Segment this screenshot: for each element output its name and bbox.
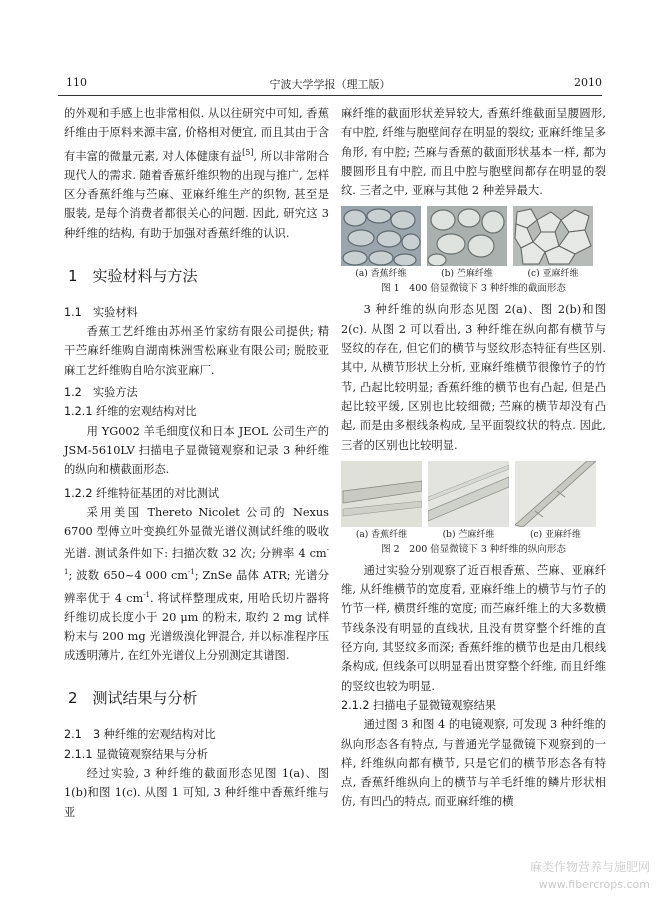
superscript: -1 [143,590,151,599]
paragraph [64,104,329,243]
subsubsection-heading: 2.1.1 显微镜观察结果与分析 [64,747,208,761]
figure-2 [341,461,606,541]
subsection-heading: 1.2 实验方法 [64,386,138,400]
paragraph: 通过图 3 和图 4 的电镜观察, 可发现 3 种纤维的纵向形态各有特点, 与普通光学显微镜下观察到的一样, 纤维纵向都有横节, 只是它们的横节形态各有特点, 香蕉纤维纵向上的横节与羊毛纤维的鳞片形状相仿, 有凹凸的特点, 而亚麻纤维的横 [341,718,606,809]
paragraph: 麻纤维的截面形状差异较大, 香蕉纤维截面呈腰圆形, 有中腔, 纤维与胞壁间存在明显的裂纹; 亚麻纤维呈多角形, 有中腔; 苎麻与香蕉的截面形状基本一样, 都为腰圆形且有中腔, 而且中腔与胞壁间都存在明显的裂纹. 三者之中, 亚麻与其他 2 种差异最大. [341,107,606,198]
figure-2b-label: (b) 苎麻纤维 [442,529,495,540]
year: 2010 [574,76,602,89]
figure-2a-label: (a) 香蕉纤维 [355,529,408,540]
subsubsection-heading: 1.2.1 纤维的宏观结构对比 [64,405,197,419]
figure-1 [341,206,606,280]
superscript: -1 [64,546,329,577]
subsubsection-heading: 2.1.2 扫描电子显微镜观察结果 [341,698,497,712]
journal-title: 宁波大学学报（理工版） [269,78,391,91]
text: ; ZnSe 晶体 ATR; 光谱分辨率优于 4 cm [64,569,329,605]
ramie-cross-section-image [427,206,507,266]
text: . 将试样整理成束, 用哈氏切片器将纤维切成长度小于 20 μm 的粉末, 取约 2 mg 试样粉末与 200 mg 光谱级溴化钾混合, 并以标准程序压成透明薄片, 在红外光谱仪上分别测定其谱图. [64,591,329,663]
paragraph [64,503,329,666]
citation: [5] [242,147,254,157]
figure-2-caption: 图 2 200 倍显微镜下 3 种纤维的纵向形态 [381,543,566,555]
figure-1a-label: (a) 香蕉纤维 [355,269,407,280]
paragraph: 3 种纤维的纵向形态见图 2(a)、图 2(b)和图 2(c). 从图 2 可以看出, 3 种纤维在纵向都有横节与竖纹的存在, 但它们的横节与竖纹形态特征有些区别. 其中, 从横节形状上分析, 亚麻纤维横节很像竹子的竹节, 凸起比较明显; 香蕉纤维的横节也有凸起, 但是凸起比较平缓, 区别也比较细微; 苎麻的横节却没有凸起, 而是由多根线条构成, 呈平面裂纹状的特点. 因此, 三者的区别也比较明显. [341,303,606,452]
right-column [341,104,606,812]
section-heading: 1 实验材料与方法 [68,266,198,285]
text: , 所以非常附合现代人的需求. 随着香蕉纤维织物的出现与推广, 怎样区分香蕉纤维与苎麻、亚麻纤维生产的织物, 甚至是服装, 是每个消费者都很关心的问题. 因此, 研究这 3 种纤维的结构, 有助于加强对香蕉纤维的认识. [64,149,330,240]
paragraph: 香蕉工艺纤维由苏州圣竹家纺有限公司提供; 精干苎麻纤维购自湖南株洲雪松麻业有限公司; 脱胶亚麻工艺纤维购自哈尔滨亚麻厂. [64,325,329,377]
figure-1b-label: (b) 苎麻纤维 [441,269,493,280]
subsubsection-heading: 1.2.2 纤维特征基团的对比测试 [64,486,220,500]
superscript: -1 [188,568,195,577]
ramie-longitudinal-image [428,461,509,527]
text: 采用美国 Thereto Nicolet 公司的 Nexus 6700 型傅立叶变换红外显微光谱仪测试纤维的吸收光谱. 测试条件如下: 扫描次数 32 次; 分辨率 4 cm [64,505,329,561]
flax-longitudinal-image [515,461,596,527]
figure-1-caption: 图 1 400 倍显微镜下 3 种纤维的截面形态 [381,283,566,295]
banana-longitudinal-image [341,461,422,527]
text: 的外观和手感上也非常相似. 从以往研究中可知, 香蕉纤维由于原料来源丰富, 价格相对便宜, 而且其由于含有丰富的微量元素, 对人体健康有益 [64,107,329,163]
figure-1c-label: (c) 亚麻纤维 [527,269,579,280]
paragraph: 用 YG002 羊毛细度仪和日本 JEOL 公司生产的 JSM-5610LV 扫描电子显微镜观察和记录 3 种纤维的纵向和横截面形态. [64,424,329,477]
left-column [64,104,329,822]
flax-cross-section-image [513,206,593,266]
figure-2c-label: (c) 亚麻纤维 [530,529,581,540]
banana-cross-section-image [341,206,421,266]
page-number: 110 [66,76,87,89]
watermark-url: www.fibercrops.com [538,878,650,891]
section-heading: 2 测试结果与分析 [68,689,198,708]
subsection-heading: 2.1 3 种纤维的宏观结构对比 [64,728,216,742]
text: ; 波数 650~4 000 cm [68,569,188,583]
paragraph: 经过实验, 3 种纤维的截面形态见图 1(a)、图 1(b)和图 1(c). 从图 1 可知, 3 种纤维中香蕉纤维与亚 [64,767,329,819]
paragraph: 通过实验分别观察了近百根香蕉、苎麻、亚麻纤维, 从纤维横节的宽度看, 亚麻纤维上的横节与竹子的竹节一样, 横贯纤维的宽度; 而苎麻纤维上的大多数横节线条没有明显的直线状, 且没有贯穿整个纤维的直径方向, 其竖纹多而深; 香蕉纤维的横节也是由几根线条构成, 但线条可以明显看出贯穿整个纤维, 而且纤维的竖纹也较为明显. [341,563,606,693]
subsection-heading: 1.1 实验材料 [64,305,138,319]
watermark-title: 麻类作物营养与施肥网 [529,860,650,874]
header-rule [58,95,602,96]
